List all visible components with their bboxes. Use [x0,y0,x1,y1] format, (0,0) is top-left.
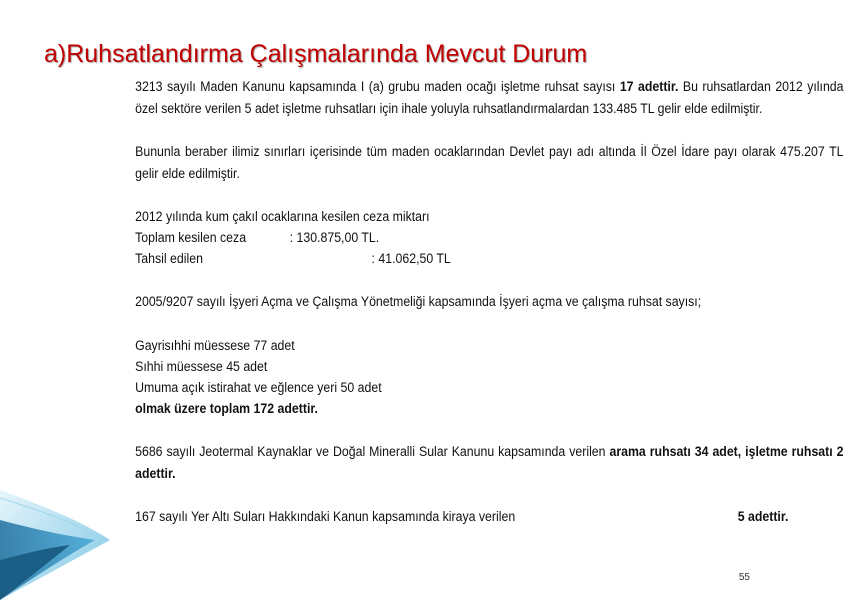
slide-title: a)Ruhsatlandırma Çalışmalarında Mevcut Durum [44,40,588,68]
isyeri-total-text: olmak üzere toplam 172 adettir. [135,401,318,416]
jeotermal-bold: arama ruhsatı 34 adet, işletme ruhsatı 2 adettir. [135,444,844,481]
paragraph-devlet-payi: Bununla beraber ilimiz sınırları içerisinde tüm maden ocaklarından Devlet payı adı altında İl Özel İdare payı olarak 475.207 TL gelir elde edilmiştir. [135,144,844,181]
jeotermal-text: 5686 sayılı Jeotermal Kaynaklar ve Doğal Mineralli Sular Kanunu kapsamında verilen [135,444,606,459]
ceza-total-label: Toplam kesilen ceza [135,230,247,245]
isyeri-item-umuma-acik: Umuma açık istirahat ve eğlence yeri 50 adet [135,380,382,395]
ceza-total-row [56,227,380,249]
ruhsat-revenue: Bu ruhsatlardan 2012 yılında özel sektöre verilen 5 adet işletme ruhsatları için ihale yoluyla ruhsatlandırmalardan 133.485 TL gelir elde edilmiştir. [135,79,844,116]
yeralti-text: 167 sayılı Yer Altı Suları Hakkındaki Kanun kapsamında kiraya verilen [135,509,516,524]
ruhsat-count: 17 adettir. [619,79,679,94]
paragraph-jeotermal [56,441,844,484]
page-number: 55 [738,572,750,583]
isyeri-total [56,398,318,420]
ceza-collected-value: : 41.062,50 TL [371,251,451,266]
isyeri-item-gayrisihhi: Gayrisıhhi müessese 77 adet [135,338,295,353]
isyeri-intro: 2005/9207 sayılı İşyeri Açma ve Çalışma Yönetmeliği kapsamında İşyeri açma ve çalışma ruhsat sayısı; [135,294,702,309]
ceza-total-value: : 130.875,00 TL. [289,230,380,245]
ruhsat-text: 3213 sayılı Maden Kanunu kapsamında I (a) grubu maden ocağı işletme ruhsat sayısı [135,79,616,94]
ceza-collected-label: Tahsil edilen [135,251,203,266]
paragraph-ruhsat [56,76,844,119]
isyeri-item-sihhi: Sıhhi müessese 45 adet [135,359,268,374]
ceza-heading: 2012 yılında kum çakıl ocaklarına kesilen ceza miktarı [135,209,430,224]
yeralti-count [738,506,789,528]
yeralti-count-text: 5 adettir. [737,509,789,524]
ceza-collected-row [56,248,451,270]
